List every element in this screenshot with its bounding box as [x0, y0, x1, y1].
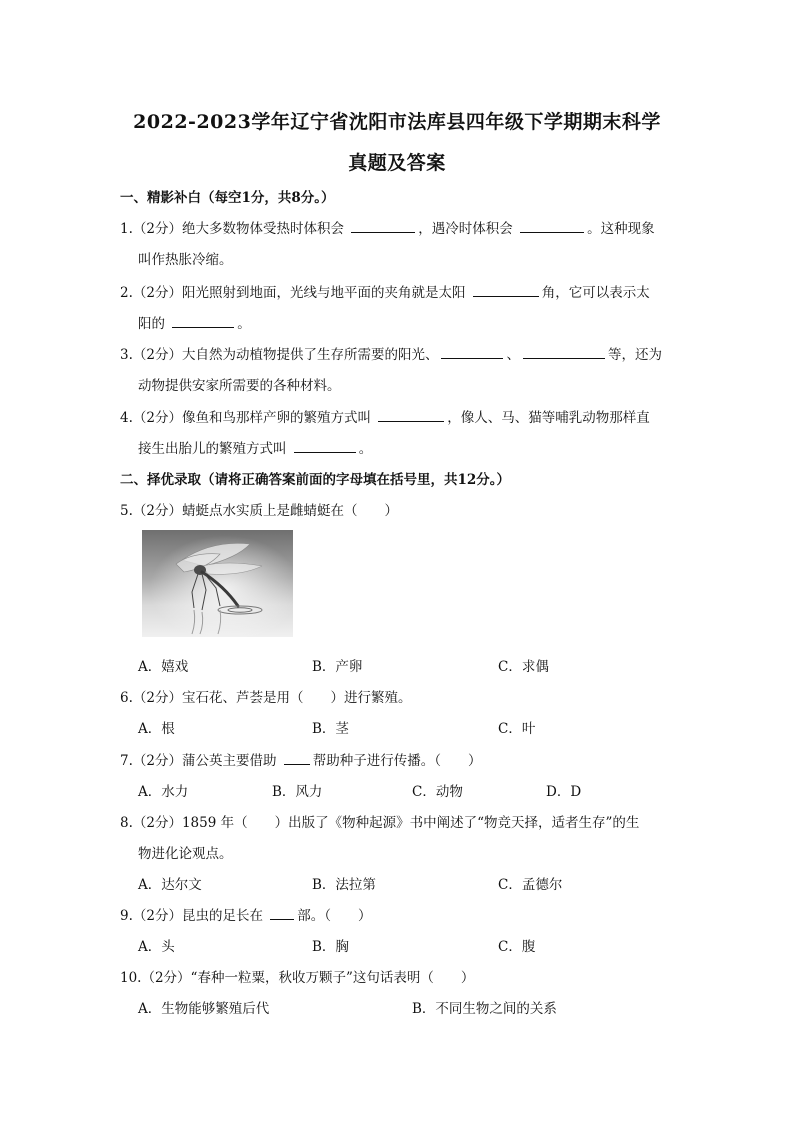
q2-text-c: 阳的: [138, 316, 165, 332]
q7-option-d[interactable]: D．D: [546, 784, 582, 800]
q2-text-a: 2.（2分）阳光照射到地面，光线与地平面的夹角就是太阳: [120, 285, 466, 301]
q9-text-b: 部。（ ）: [297, 908, 372, 924]
question-4-line2: [138, 437, 698, 457]
q8-option-b[interactable]: B．法拉第: [312, 877, 376, 893]
question-2-line1: [120, 281, 680, 301]
question-8-stem-line1: 8.（2分）1859 年（ ）出版了《物种起源》书中阐述了“物竞天择，适者生存”的生: [120, 815, 640, 831]
section2-heading: 二、择优录取（请将正确答案前面的字母填在括号里，共12分。）: [120, 472, 511, 488]
q2-blank-2[interactable]: [172, 315, 234, 328]
dragonfly-photo: [142, 530, 293, 637]
question-3-line1: [120, 343, 680, 363]
q7-text-b: 帮助种子进行传播。（ ）: [312, 753, 482, 769]
q9-blank[interactable]: [270, 907, 294, 920]
q4-text-a: 4.（2分）像鱼和鸟那样产卵的繁殖方式叫: [120, 410, 371, 426]
q7-text-a: 7.（2分）蒲公英主要借助: [120, 753, 277, 769]
q2-blank-1[interactable]: [473, 284, 539, 297]
question-8-stem-line2: 物进化论观点。: [138, 846, 233, 862]
q3-text-a: 3.（2分）大自然为动植物提供了生存所需要的阳光、: [120, 347, 439, 363]
question-5-stem: 5.（2分）蜻蜓点水实质上是雌蜻蜓在（ ）: [120, 503, 398, 519]
q9-text-a: 9.（2分）昆虫的足长在: [120, 908, 263, 924]
q4-text-b: ，像人、马、猫等哺乳动物那样直: [447, 410, 650, 426]
question-4-line1: [120, 406, 680, 426]
q1-blank-1[interactable]: [351, 220, 415, 233]
q3-text-b: 、: [506, 347, 520, 363]
q9-option-c[interactable]: C．腹: [498, 939, 536, 955]
question-6-stem: 6.（2分）宝石花、芦荟是用（ ）进行繁殖。: [120, 690, 412, 706]
q7-option-c[interactable]: C．动物: [412, 784, 463, 800]
q5-option-c[interactable]: C．求偶: [498, 659, 549, 675]
q6-option-a[interactable]: A．根: [138, 721, 175, 737]
q1-text-b: ，遇冷时体积会: [418, 221, 513, 237]
q1-blank-2[interactable]: [520, 220, 584, 233]
q3-blank-1[interactable]: [441, 346, 503, 359]
q9-option-a[interactable]: A．头: [138, 939, 175, 955]
q4-text-c: 接生出胎儿的繁殖方式叫: [138, 441, 287, 457]
q2-text-b: 角，它可以表示太: [541, 285, 650, 301]
q9-option-b[interactable]: B．胸: [312, 939, 349, 955]
q7-blank[interactable]: [284, 752, 310, 765]
question-2-line2: [138, 312, 698, 332]
question-3-line2: 动物提供安家所需要的各种材料。: [138, 378, 341, 394]
q8-option-c[interactable]: C．孟德尔: [498, 877, 563, 893]
doc-title-line1: 2022-2023学年辽宁省沈阳市法库县四年级下学期期末科学: [133, 111, 661, 133]
q6-option-b[interactable]: B．茎: [312, 721, 349, 737]
q3-text-c: 等，还为: [607, 347, 662, 363]
question-9-stem: [120, 904, 680, 924]
question-10-stem: 10.（2分）“春种一粒粟，秋收万颗子”这句话表明（ ）: [120, 970, 475, 986]
section1-heading: 一、精影补白（每空1分，共8分。）: [120, 190, 335, 206]
q5-option-a[interactable]: A．嬉戏: [138, 659, 189, 675]
q5-option-b[interactable]: B．产卵: [312, 659, 363, 675]
q4-text-d: 。: [358, 441, 373, 457]
doc-title-line2: 真题及答案: [348, 152, 446, 174]
q1-text-c: 。这种现象: [587, 221, 655, 237]
q7-option-b[interactable]: B．风力: [272, 784, 323, 800]
dragonfly-illustration: [142, 530, 293, 637]
q7-option-a[interactable]: A．水力: [138, 784, 189, 800]
question-1-line2: 叫作热胀冷缩。: [138, 252, 233, 268]
q10-option-a[interactable]: A．生物能够繁殖后代: [138, 1001, 270, 1017]
q3-blank-2[interactable]: [523, 346, 605, 359]
q4-blank-1[interactable]: [378, 409, 444, 422]
q1-text-a: 1.（2分）绝大多数物体受热时体积会: [120, 221, 344, 237]
q10-option-b[interactable]: B．不同生物之间的关系: [412, 1001, 557, 1017]
q2-text-d: 。: [237, 316, 251, 332]
question-7-stem: [120, 749, 680, 769]
q8-option-a[interactable]: A．达尔文: [138, 877, 202, 893]
q6-option-c[interactable]: C．叶: [498, 721, 536, 737]
q4-blank-2[interactable]: [294, 440, 356, 453]
question-1-line1: [120, 217, 680, 237]
